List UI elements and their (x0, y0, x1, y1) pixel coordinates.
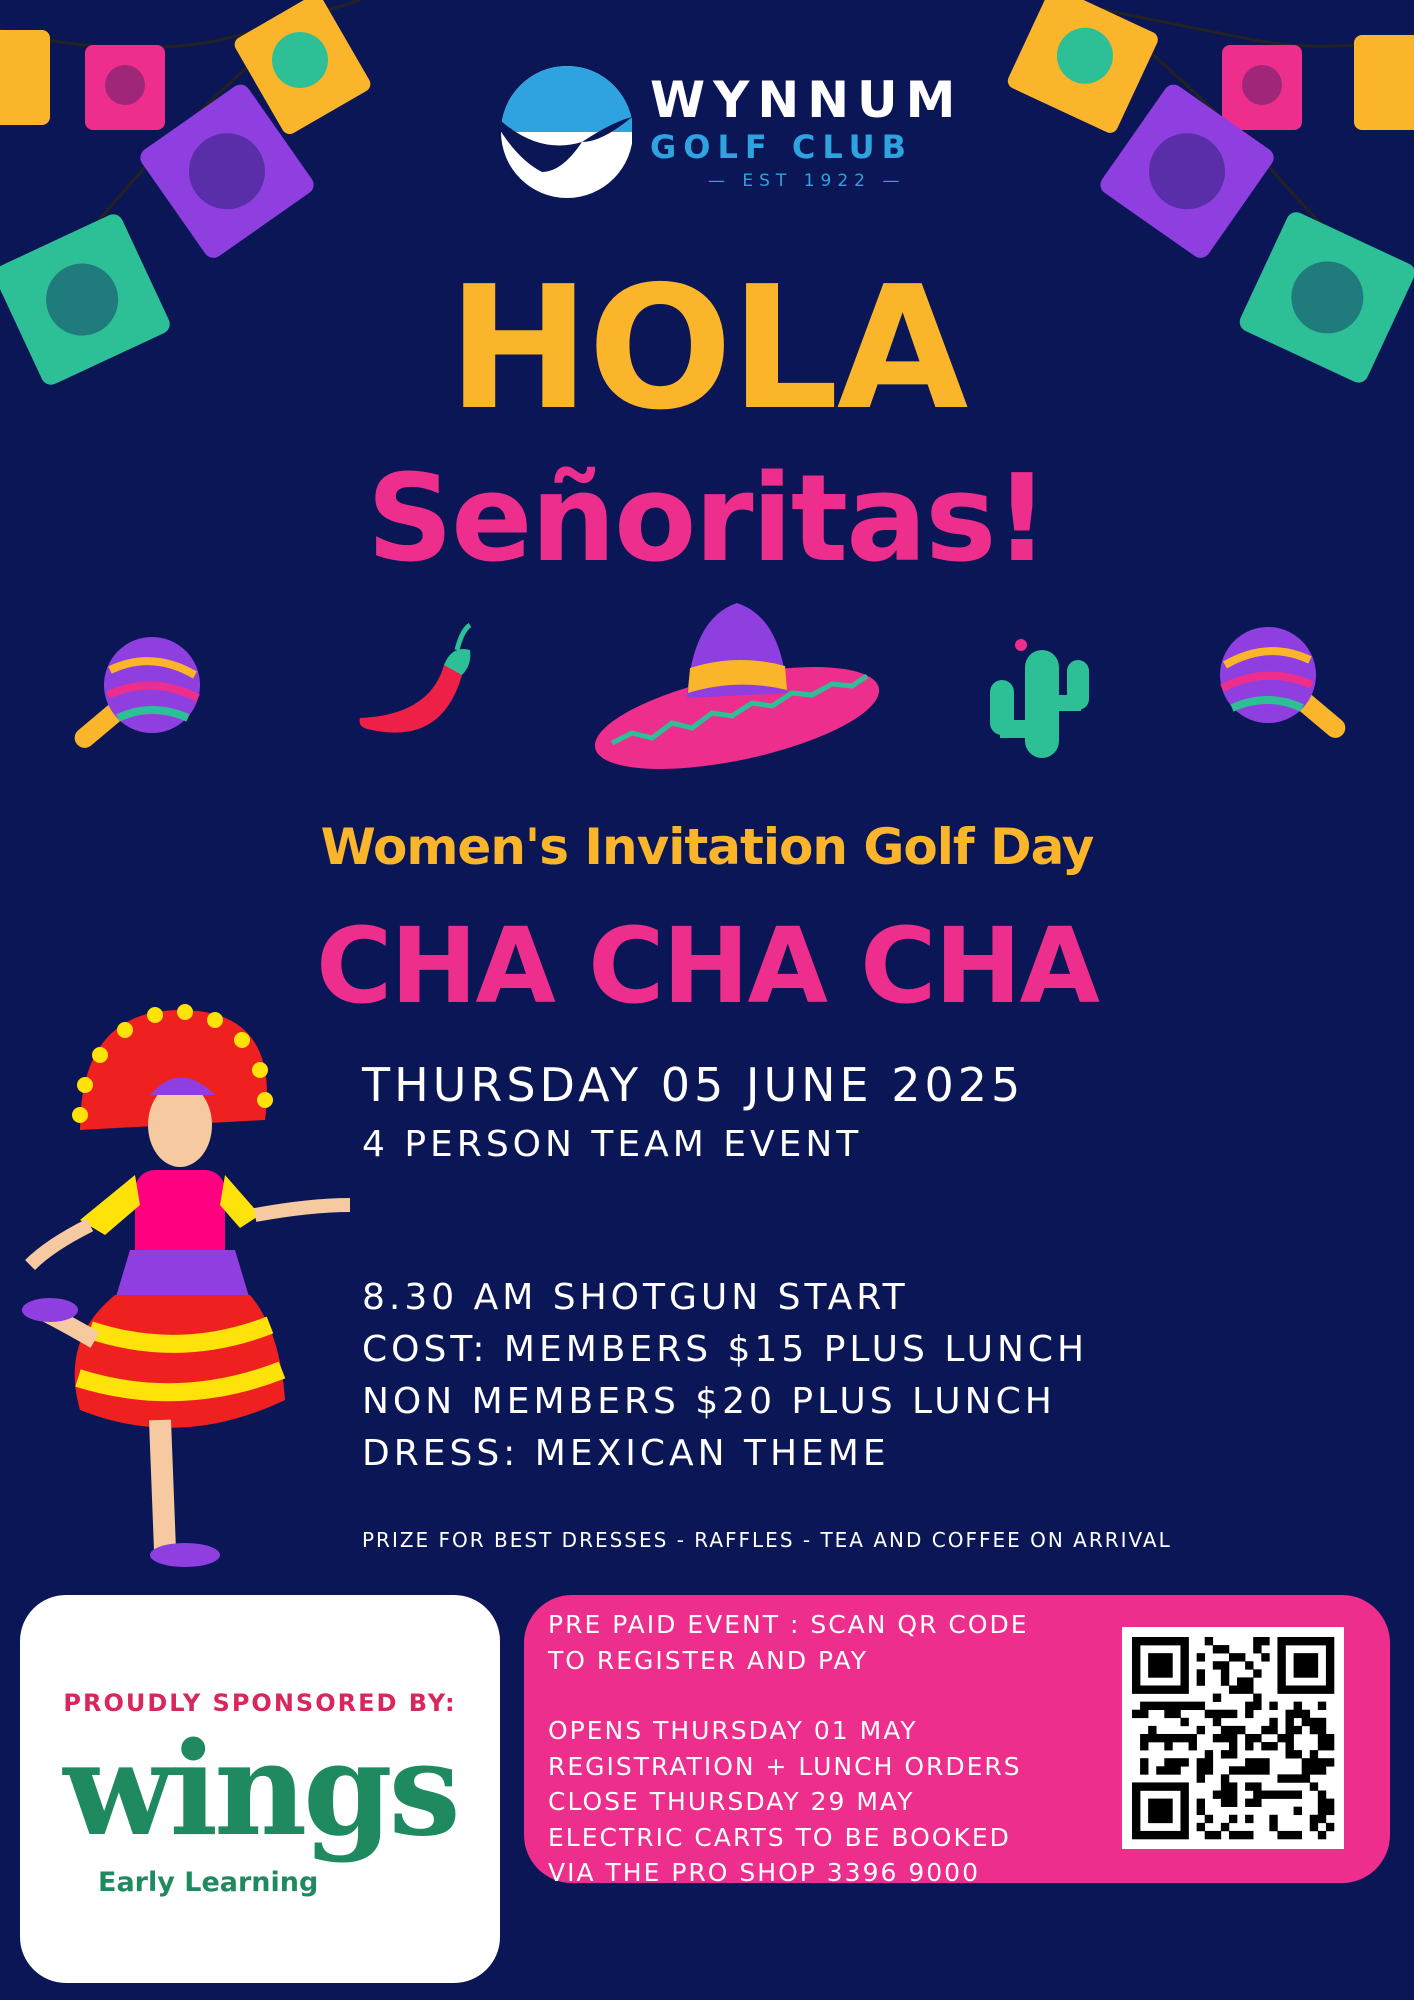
qr-code-icon (1122, 1627, 1344, 1849)
event-format: 4 PERSON TEAM EVENT (362, 1124, 863, 1165)
sombrero-icon (592, 598, 892, 778)
event-name: CHA CHA CHA (316, 905, 1098, 1027)
golf-club-emblem-icon (482, 62, 632, 202)
mexican-dancer-illustration (20, 1000, 365, 1580)
maraca-left-icon (60, 630, 210, 770)
event-extras: PRIZE FOR BEST DRESSES - RAFFLES - TEA AND COFFEE ON ARRIVAL (362, 1528, 1172, 1552)
sponsor-card (20, 1595, 500, 1983)
club-established: — EST 1922 — (708, 170, 906, 191)
club-subtitle: GOLF CLUB (650, 127, 913, 166)
registration-line: TO REGISTER AND PAY (548, 1645, 868, 1675)
headline-hola: HOLA (447, 250, 967, 448)
registration-line: REGISTRATION + LUNCH ORDERS (548, 1751, 1022, 1781)
maraca-right-icon (1210, 620, 1360, 760)
detail-dress-code: DRESS: MEXICAN THEME (362, 1433, 890, 1474)
registration-box (524, 1595, 1390, 1887)
registration-text (548, 1607, 1029, 1891)
registration-line: PRE PAID EVENT : SCAN QR CODE (548, 1610, 1029, 1639)
sponsor-tagline: Early Learning (98, 1867, 319, 1898)
detail-member-cost: COST: MEMBERS $15 PLUS LUNCH (362, 1329, 1089, 1370)
registration-line: CLOSE THURSDAY 29 MAY (548, 1787, 915, 1816)
event-details (362, 1272, 1088, 1480)
registration-line: ELECTRIC CARTS TO BE BOOKED (548, 1822, 1011, 1852)
sponsor-logo: wings (63, 1715, 457, 1865)
chili-pepper-icon (352, 620, 502, 755)
event-date: THURSDAY 05 JUNE 2025 (362, 1058, 1025, 1112)
club-name: WYNNUM (650, 70, 964, 129)
wynnum-golf-club-logo (482, 62, 963, 202)
registration-line: VIA THE PRO SHOP 3396 9000 (548, 1858, 980, 1887)
sponsor-label: PROUDLY SPONSORED BY: (63, 1689, 457, 1717)
cactus-icon (985, 635, 1095, 760)
event-subtitle: Women's Invitation Golf Day (320, 818, 1094, 876)
registration-qr-code[interactable] (1122, 1627, 1344, 1849)
headline-senoritas: Señoritas! (366, 450, 1048, 589)
detail-nonmember-cost: NON MEMBERS $20 PLUS LUNCH (362, 1381, 1056, 1422)
detail-start-time: 8.30 AM SHOTGUN START (362, 1277, 909, 1318)
registration-line: OPENS THURSDAY 01 MAY (548, 1716, 918, 1745)
registration-line (548, 1678, 1029, 1713)
